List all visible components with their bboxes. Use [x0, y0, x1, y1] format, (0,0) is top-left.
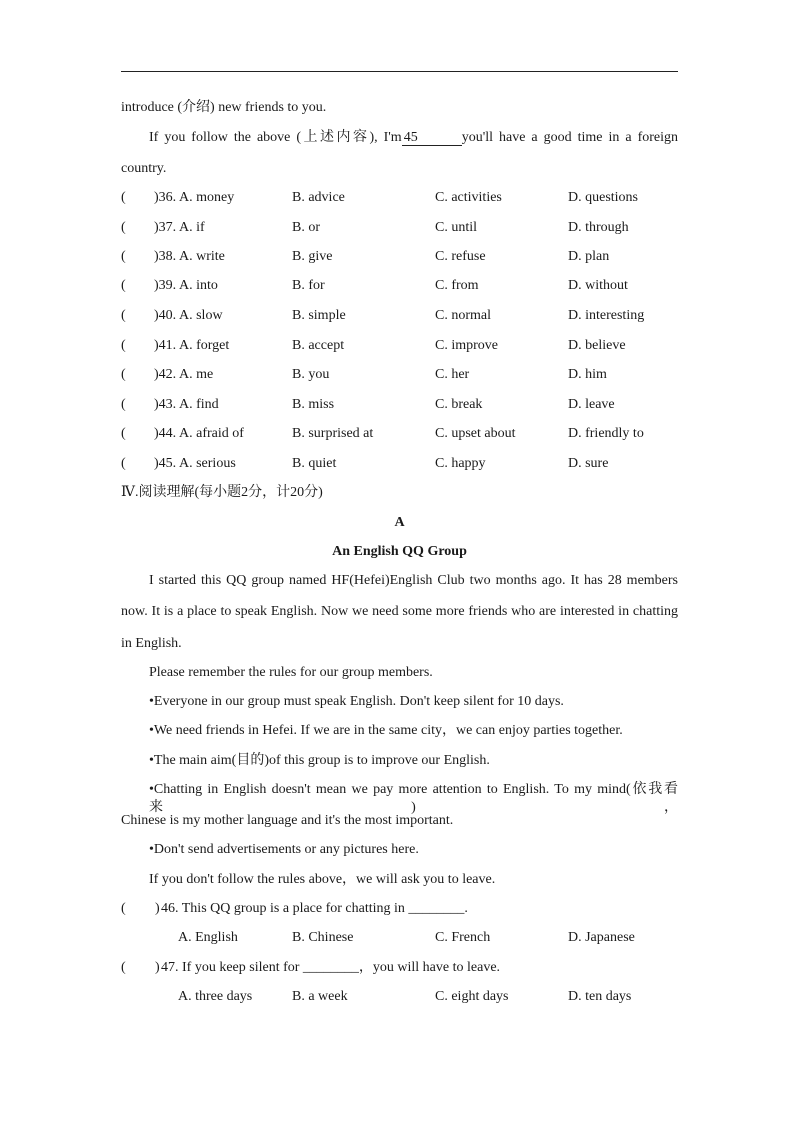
header-rule: [121, 71, 678, 72]
rule-item: •We need friends in Hefei. If we are in the same city，we can enjoy parties together.: [149, 723, 623, 738]
option-c: C. improve: [435, 338, 498, 353]
answer-blank: 45: [402, 130, 462, 146]
option-c: C. activities: [435, 190, 502, 205]
option-d: D. friendly to: [568, 426, 644, 441]
question-number-text: 40.: [158, 308, 177, 323]
question-number-text: 41.: [158, 338, 177, 353]
option-a: A. three days: [178, 989, 253, 1004]
text-fragment: you'll have a good time in a foreign: [461, 130, 678, 145]
question-number: [154, 248, 176, 266]
option-b: B. or: [292, 220, 320, 235]
passage-title: An English QQ Group: [332, 544, 467, 559]
rule-item-continued: Chinese is my mother language and it's the most important.: [121, 813, 454, 828]
rule-item: •Don't send advertisements or any pictures here.: [149, 842, 419, 857]
option-a: A. afraid of: [179, 426, 244, 441]
answer-paren-close: ): [154, 426, 159, 441]
answer-paren-close: ): [155, 960, 160, 975]
question-number-text: 38.: [158, 249, 177, 264]
answer-paren-open: (: [121, 220, 126, 235]
option-b: B. surprised at: [292, 426, 374, 441]
question-number-text: 39.: [158, 278, 177, 293]
option-d: D. plan: [568, 249, 610, 264]
option-d: D. believe: [568, 338, 626, 353]
answer-paren-close: ): [154, 190, 159, 205]
option-c: C. break: [435, 397, 483, 412]
question-stem: 47. If you keep silent for ________，you will have to leave.: [161, 960, 501, 975]
answer-paren-open: (: [121, 367, 126, 382]
option-a: A. money: [179, 190, 235, 205]
answer-paren-open: (: [121, 901, 126, 916]
answer-paren-open: (: [121, 960, 126, 975]
option-b: B. a week: [292, 989, 348, 1004]
question-number: [154, 455, 176, 473]
question-number: [154, 219, 176, 237]
answer-paren-open: (: [121, 338, 126, 353]
option-a: A. me: [179, 367, 214, 382]
option-b: B. simple: [292, 308, 346, 323]
answer-paren-open: (: [121, 278, 126, 293]
answer-paren-open: (: [121, 308, 126, 323]
question-number: [154, 307, 176, 325]
answer-paren-close: ): [154, 367, 159, 382]
section-heading: Ⅳ.阅读理解(每小题2分，计20分): [121, 485, 323, 500]
option-c: C. her: [435, 367, 470, 382]
text-line: country.: [121, 161, 167, 176]
answer-paren-close: ): [154, 249, 159, 264]
answer-paren-close: ): [154, 278, 159, 293]
option-d: D. interesting: [568, 308, 645, 323]
option-d: D. questions: [568, 190, 638, 205]
option-a: A. into: [179, 278, 218, 293]
option-d: D. sure: [568, 456, 609, 471]
option-a: A. serious: [179, 456, 236, 471]
option-d: D. ten days: [568, 989, 632, 1004]
passage-line: Please remember the rules for our group members.: [149, 665, 433, 680]
question-number: [154, 425, 176, 443]
option-b: B. quiet: [292, 456, 337, 471]
question-number-text: 36.: [158, 190, 177, 205]
option-b: B. you: [292, 367, 330, 382]
text-line-with-blank: [149, 129, 678, 147]
option-b: B. for: [292, 278, 325, 293]
question-number-text: 45.: [158, 456, 177, 471]
rule-item: •The main aim(目的)of this group is to improve our English.: [149, 753, 490, 768]
question-number-text: 44.: [158, 426, 177, 441]
option-d: D. leave: [568, 397, 615, 412]
question-number: [154, 189, 176, 207]
option-d: D. him: [568, 367, 607, 382]
question-number-text: 37.: [158, 220, 177, 235]
option-c: C. refuse: [435, 249, 486, 264]
passage-line: I started this QQ group named HF(Hefei)English Club two months ago. It has 28 members: [149, 573, 678, 588]
option-d: D. through: [568, 220, 629, 235]
option-c: C. eight days: [435, 989, 509, 1004]
text-line: introduce (介绍) new friends to you.: [121, 100, 327, 115]
option-c: C. upset about: [435, 426, 516, 441]
option-a: A. if: [179, 220, 205, 235]
option-d: D. Japanese: [568, 930, 635, 945]
question-stem: 46. This QQ group is a place for chatting in ________.: [161, 901, 468, 916]
answer-paren-open: (: [121, 426, 126, 441]
option-b: B. miss: [292, 397, 335, 412]
question-number: [154, 337, 176, 355]
question-number: [154, 366, 176, 384]
answer-paren-open: (: [121, 249, 126, 264]
option-a: A. write: [179, 249, 225, 264]
answer-paren-open: (: [121, 190, 126, 205]
question-number: [154, 396, 176, 414]
option-c: C. French: [435, 930, 491, 945]
option-b: B. advice: [292, 190, 345, 205]
rule-item: •Everyone in our group must speak English. Don't keep silent for 10 days.: [149, 694, 564, 709]
answer-paren-close: ): [154, 308, 159, 323]
question-number: [154, 277, 176, 295]
option-c: C. happy: [435, 456, 486, 471]
passage-line: now. It is a place to speak English. Now we need some more friends who are interested in chatting: [121, 604, 678, 619]
option-c: C. until: [435, 220, 478, 235]
answer-paren-open: (: [121, 397, 126, 412]
option-d: D. without: [568, 278, 628, 293]
answer-paren-close: ): [154, 456, 159, 471]
option-a: A. find: [179, 397, 219, 412]
answer-paren-close: ): [154, 338, 159, 353]
question-number-text: 43.: [158, 397, 177, 412]
option-c: C. normal: [435, 308, 491, 323]
answer-paren-close: ): [154, 220, 159, 235]
passage-line: in English.: [121, 636, 182, 651]
option-c: C. from: [435, 278, 479, 293]
option-a: A. slow: [179, 308, 223, 323]
answer-paren-close: ): [154, 397, 159, 412]
passage-letter: A: [394, 515, 405, 530]
option-a: A. English: [178, 930, 238, 945]
answer-paren-close: ): [155, 901, 160, 916]
option-b: B. accept: [292, 338, 345, 353]
passage-line: If you don't follow the rules above，we will ask you to leave.: [149, 872, 496, 887]
option-a: A. forget: [179, 338, 230, 353]
rule-item: •Chatting in English doesn't mean we pay more attention to English. To my mind(依我看来)，: [149, 782, 678, 815]
option-b: B. Chinese: [292, 930, 354, 945]
text-fragment: If you follow the above (上述内容), I'm: [149, 130, 402, 145]
question-number-text: 42.: [158, 367, 177, 382]
option-b: B. give: [292, 249, 333, 264]
answer-paren-open: (: [121, 456, 126, 471]
